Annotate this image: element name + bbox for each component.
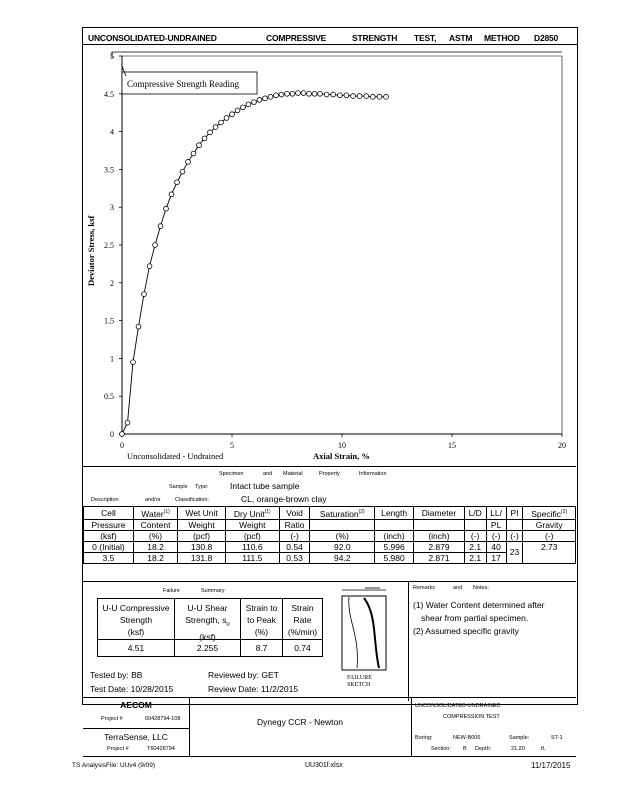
col-head: Cell — [84, 507, 134, 520]
x-axis-label: Axial Strain, % — [313, 451, 370, 461]
data-point — [285, 91, 290, 96]
remark-line: (1) Water Content determined after — [413, 600, 545, 610]
table-row: 0 (Initial) 18.2 130.8 110.6 0.54 92.0 5.996 2.879 2.1 40 23 2.73 — [84, 541, 576, 552]
data-point — [370, 94, 375, 99]
failure-summary-box: U-U Compressive Strength (ksf) U-U Shear Strength, $s_u$ (ksf) Strain to to Peak (%) Strain Rate (%/min) 4.51 2.255 8.7 0.74 — [97, 598, 323, 657]
failure-title-word: Failure — [163, 588, 180, 594]
data-point — [268, 94, 273, 99]
data-point — [296, 91, 301, 96]
gs-value: 2.73 — [523, 541, 576, 563]
data-point — [197, 143, 202, 148]
pi-value: 23 — [506, 541, 523, 563]
boring-value: NEW-B006 — [453, 735, 481, 741]
tested-by: Tested by: BB — [90, 670, 143, 680]
data-point — [318, 91, 323, 96]
data-point — [235, 108, 240, 113]
reviewed-by: Reviewed by: GET — [208, 670, 279, 680]
header-word: TEST, — [414, 33, 437, 43]
data-point — [186, 159, 191, 164]
strain-rate-value: 0.74 — [294, 643, 311, 653]
x-tick-label: 10 — [338, 441, 346, 450]
y-tick-label: 2 — [110, 278, 114, 288]
data-point — [213, 125, 218, 130]
data-point — [120, 432, 125, 437]
y-tick-label: 1 — [110, 354, 114, 364]
stress-strain-curve — [122, 93, 386, 434]
col-head: Length — [375, 507, 414, 520]
col-head: PI — [506, 507, 523, 520]
data-point — [263, 96, 268, 101]
bottom-label: Unconsolidated - Undrained — [127, 451, 224, 461]
title-block: AECOM Project # 60428794-108 TerraSense, LLC Project # T60428794 Dynegy CCR - Newton UNCONSOLIDATED-UNDRAINED COMPRESSION TEST Boring: NEW-B006 Sample: ST-1 Section: B Depth: 21.20 ft. — [83, 697, 576, 757]
data-point — [147, 264, 152, 269]
section-value: B — [463, 746, 467, 752]
data-point — [331, 92, 336, 97]
x-tick-label: 15 — [448, 441, 456, 450]
data-point — [180, 169, 185, 174]
specimen-title-word: Information — [359, 471, 387, 477]
data-point — [142, 292, 147, 297]
y-tick-label: 1.5 — [104, 316, 114, 326]
header-word: METHOD — [484, 33, 520, 43]
data-point — [202, 136, 207, 141]
properties-table: Cell Water$^{(1)}$ Wet Unit Dry Unit$^{(1)}$ Void Saturation$^{(2)}$ Length Diameter L/D LL/ PI Specific$^{(2)}$ Pressure Content Weight Weight Ratio PL Gravity (ksf) (%) (pcf) (pcf) (-) (%) (inch) (inch) (-) (-) (-) (-) 0 (Initial) 18.2 130.8 110.6 0.54 92.0 5.996 2.879 2.1 40 23 2.73 3.5 18.2 131.8 111.5 0.53 94.2 5.980 2.871 2.1 17 — [83, 506, 576, 564]
col-head: LL/ — [486, 507, 506, 520]
data-points — [120, 91, 389, 437]
table-row: 3.5 18.2 131.8 111.5 0.53 94.2 5.980 2.871 2.1 17 — [84, 552, 576, 563]
col-head: Water$^{(1)}$ — [133, 507, 177, 520]
sample-value: ST-1 — [551, 735, 563, 741]
header-word: UNCONSOLIDATED-UNDRAINED — [88, 33, 217, 43]
data-point — [131, 360, 136, 365]
data-point — [307, 91, 312, 96]
failure-title-word: Summary — [201, 588, 225, 594]
data-point — [337, 93, 342, 98]
y-tick-label: 3.5 — [104, 165, 114, 175]
project-name: Dynegy CCR - Newton — [257, 717, 343, 727]
aecom-label: AECOM — [120, 700, 152, 710]
x-tick-label: 5 — [230, 441, 234, 450]
description-label: and/or — [145, 497, 161, 503]
y-tick-label: 3 — [110, 203, 114, 213]
legend-label: Compressive Strength Reading — [127, 79, 239, 89]
data-point — [364, 94, 369, 99]
data-point — [351, 94, 356, 99]
y-axis-ticks — [104, 52, 122, 439]
sample-type-label: Sample — [169, 484, 188, 490]
data-point — [158, 224, 163, 229]
depth-value: 21.20 — [511, 746, 525, 752]
data-point — [219, 120, 224, 125]
data-point — [169, 192, 174, 197]
header-word: COMPRESSIVE — [266, 33, 327, 43]
stress-strain-chart — [82, 44, 578, 466]
footer-left: TS AnalysisFile: UUv4 (9/09) — [72, 762, 156, 769]
data-point — [279, 92, 284, 97]
data-point — [257, 97, 262, 102]
y-tick-label: 2.5 — [104, 241, 114, 250]
remark-line: shear from partial specimen. — [421, 613, 529, 623]
remarks-box: Remarks and Notes: (1) Water Content determined after shear from partial specimen. (2) Assumed specific gravity — [408, 581, 577, 701]
sample-type-label: Type: — [195, 484, 209, 490]
data-point — [312, 91, 317, 96]
project-number: T60428794 — [147, 746, 175, 752]
strain-peak-value: 8.7 — [255, 643, 268, 653]
review-date: Review Date: 11/2/2015 — [208, 684, 299, 694]
ucs-value: 4.51 — [127, 643, 145, 653]
header-word: STRENGTH — [352, 33, 398, 43]
description-label: Description — [91, 497, 119, 503]
header-word: ASTM — [449, 33, 473, 43]
data-point — [246, 102, 251, 107]
data-point — [164, 206, 169, 211]
col-head: Void — [279, 507, 310, 520]
x-tick-label: 20 — [558, 441, 566, 450]
data-point — [241, 105, 246, 110]
col-head: L/D — [464, 507, 486, 520]
footer-right: 11/17/2015 — [531, 761, 571, 770]
data-point — [344, 93, 349, 98]
specimen-title-word: Property — [319, 471, 340, 477]
y-tick-label: 5 — [110, 52, 114, 61]
data-point — [357, 94, 362, 99]
shear-strength-value: 2.255 — [196, 643, 219, 653]
footer-middle: UU301f.xlsx — [305, 762, 343, 769]
y-tick-label: 4.5 — [104, 89, 114, 99]
y-tick-label: 4 — [110, 127, 114, 137]
data-point — [136, 324, 141, 329]
data-point — [175, 180, 180, 185]
x-axis-ticks — [120, 434, 566, 450]
y-axis-label: Deviator Stress, ksf — [86, 215, 96, 286]
col-head: Saturation$^{(2)}$ — [310, 507, 375, 520]
test-date: Test Date: 10/28/2015 — [90, 684, 174, 694]
data-point — [153, 243, 158, 248]
specimen-title-word: and — [263, 471, 273, 477]
description-value: CL, orange-brown clay — [241, 494, 327, 504]
data-point — [224, 116, 229, 121]
data-point — [377, 94, 382, 99]
data-point — [301, 91, 306, 96]
data-point — [125, 420, 130, 425]
chart-bracket — [112, 52, 562, 58]
sample-type-value: Intact tube sample — [230, 481, 300, 491]
data-point — [324, 92, 329, 97]
failure-sketch — [335, 580, 395, 686]
sketch-label: SKETCH — [347, 682, 371, 686]
terrasense-label: TerraSense, LLC — [104, 732, 168, 742]
col-head: Specific$^{(2)}$ — [523, 507, 576, 520]
data-point — [384, 94, 389, 99]
y-tick-label: 0 — [110, 430, 114, 439]
data-point — [191, 151, 196, 156]
data-point — [208, 130, 213, 135]
col-head: Wet Unit — [178, 507, 226, 520]
sketch-label: FAILURE — [347, 675, 372, 681]
project-number: 60428794-108 — [145, 716, 181, 722]
description-label: Classification: — [175, 497, 209, 503]
data-point — [274, 93, 279, 98]
specimen-section — [83, 466, 576, 507]
data-point — [252, 100, 257, 105]
col-head: Dry Unit$^{(1)}$ — [225, 507, 279, 520]
data-point — [290, 91, 295, 96]
remark-line: (2) Assumed specific gravity — [413, 626, 519, 636]
col-head: Diameter — [414, 507, 465, 520]
x-tick-label: 0 — [120, 441, 124, 450]
specimen-title-word: Specimen — [219, 471, 244, 477]
specimen-title-word: Material — [283, 471, 303, 477]
data-point — [230, 112, 235, 117]
y-tick-label: 0.5 — [104, 392, 114, 402]
header-word: D2850 — [534, 33, 559, 43]
